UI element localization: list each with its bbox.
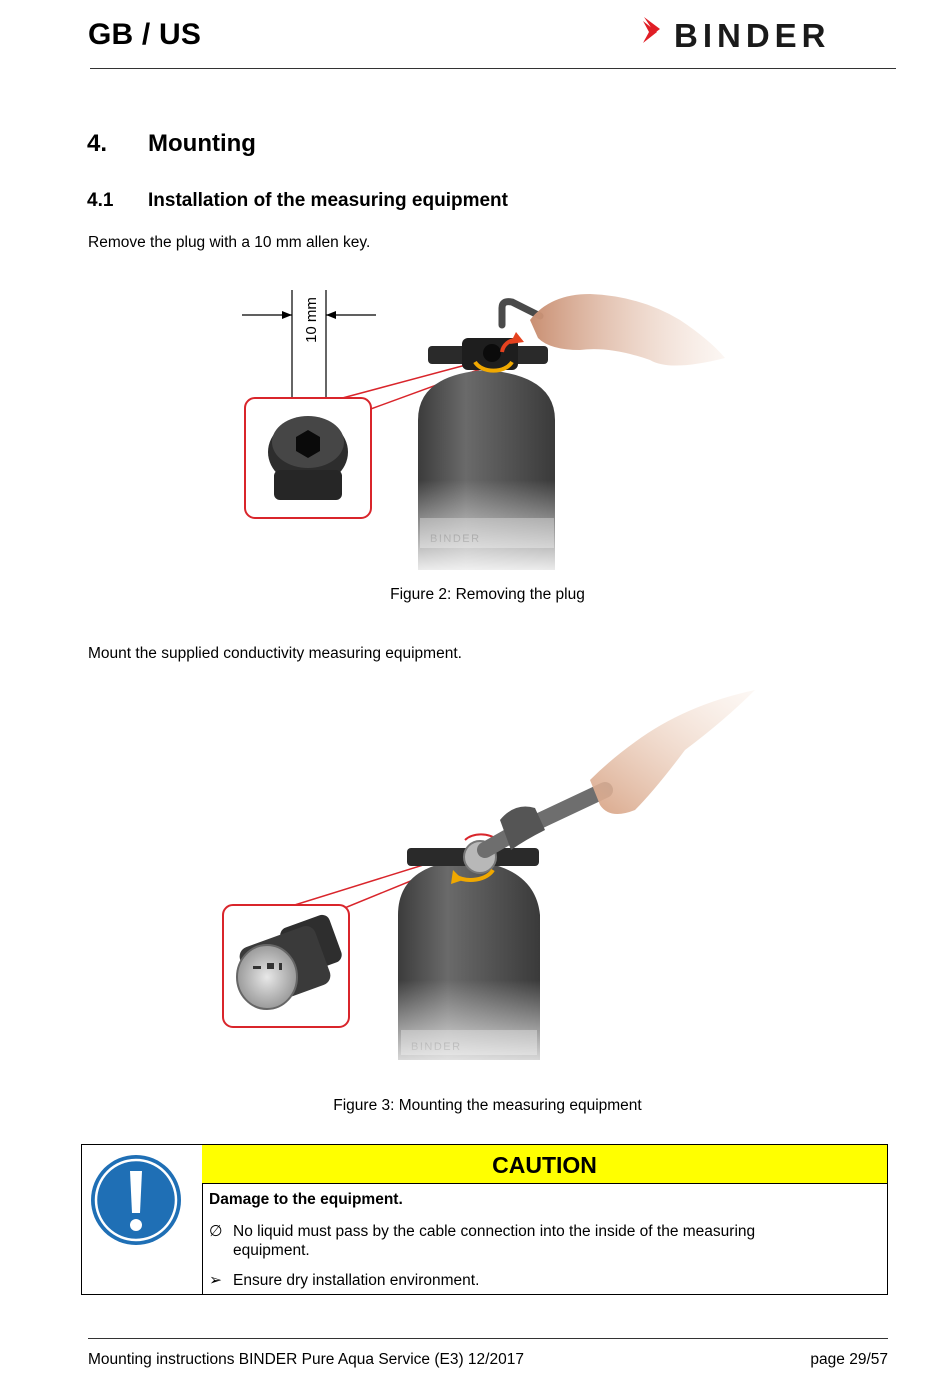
caution-item: [209, 1222, 833, 1260]
caution-item: [209, 1271, 833, 1290]
arrow-bullet-icon: ➢: [209, 1272, 222, 1289]
figure-2-caption: Figure 2: Removing the plug: [390, 586, 585, 603]
subsection-title: Installation of the measuring equipment: [148, 190, 508, 211]
binder-logo: [640, 15, 890, 55]
header-language: GB / US: [88, 18, 202, 51]
caution-icon-cell: [82, 1145, 203, 1294]
hand: [530, 294, 725, 366]
caution-item-text: No liquid must pass by the cable connection into the inside of the measuring equipment.: [233, 1223, 756, 1259]
section-title: Mounting: [148, 130, 256, 157]
footer-document-title: Mounting instructions BINDER Pure Aqua Service (E3) 12/2017: [88, 1351, 524, 1368]
caution-box: [81, 1144, 888, 1295]
instruction-remove-plug: Remove the plug with a 10 mm allen key.: [88, 234, 371, 251]
prohibition-icon: ∅: [209, 1223, 223, 1240]
svg-text:BINDER: BINDER: [674, 17, 831, 54]
hand: [590, 690, 755, 814]
figure-mounting-equipment: [215, 680, 775, 1070]
footer-divider: [88, 1338, 888, 1339]
caution-item-text: Ensure dry installation environment.: [233, 1272, 480, 1289]
header-divider: [90, 68, 896, 69]
dimension-label: 10 mm: [303, 297, 320, 343]
caution-heading: CAUTION: [202, 1145, 887, 1184]
exclamation-icon: [89, 1153, 183, 1247]
section-number: 4.: [87, 130, 108, 157]
subsection-number: 4.1: [87, 190, 114, 211]
instruction-mount-equipment: Mount the supplied conductivity measuring equipment.: [88, 645, 462, 662]
caution-subheading: Damage to the equipment.: [209, 1191, 403, 1208]
figure-3-caption: Figure 3: Mounting the measuring equipment: [333, 1097, 642, 1114]
footer-page-number: page 29/57: [810, 1351, 888, 1368]
figure-removing-plug: [230, 280, 750, 570]
